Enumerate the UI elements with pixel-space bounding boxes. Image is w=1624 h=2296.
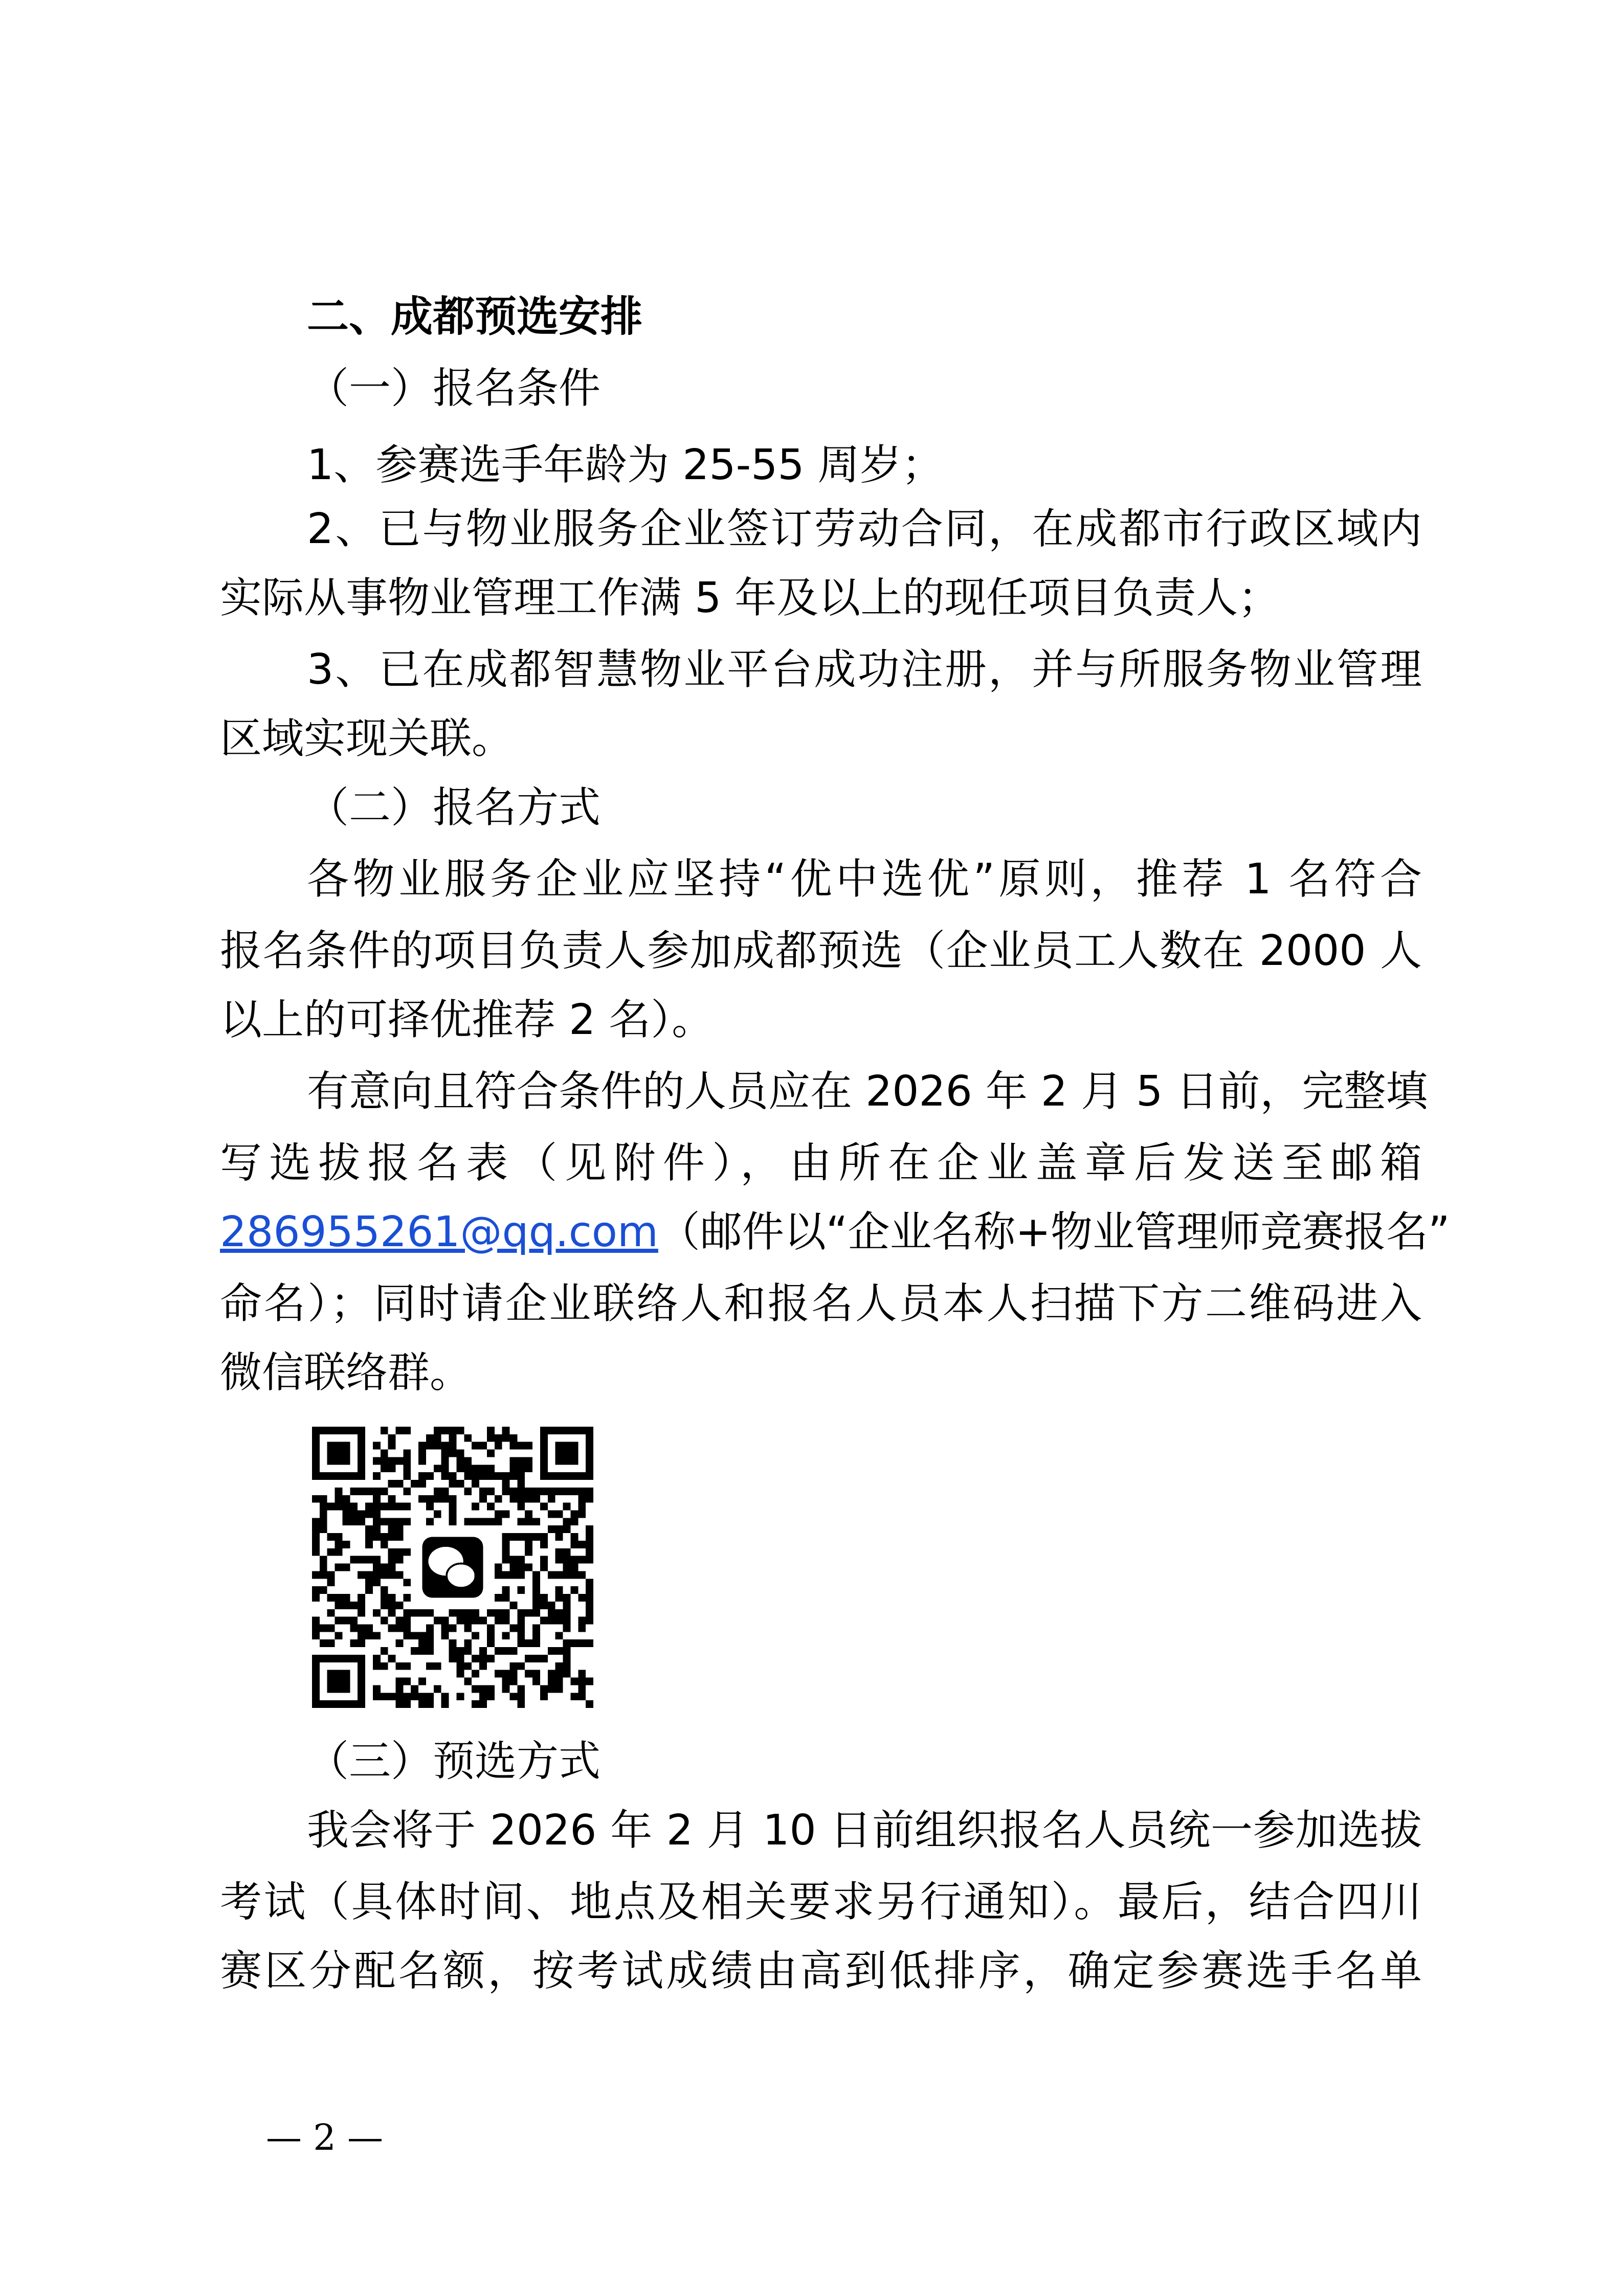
paragraph-line: 实际从事物业管理工作满 5 年及以上的现任项目负责人； <box>220 574 1280 622</box>
subsection-title-1: （一）报名条件 <box>307 364 601 413</box>
paragraph-line: 2、已与物业服务企业签订劳动合同，在成都市行政区域内 <box>307 505 1422 553</box>
paragraph-line: 以上的可择优推荐 2 名）。 <box>220 996 714 1044</box>
paragraph-text: （邮件以“企业名称+物业管理师竞赛报名” <box>658 1208 1450 1256</box>
subsection-title-2: （二）报名方式 <box>307 783 601 832</box>
section-title: 二、成都预选安排 <box>307 292 643 341</box>
paragraph-line <box>220 1202 1450 1263</box>
paragraph-line: 区域实现关联。 <box>220 714 514 763</box>
paragraph-line: 有意向且符合条件的人员应在 2026 年 2 月 5 日前，完整填 <box>307 1067 1428 1116</box>
paragraph-line: 1、参赛选手年龄为 25-55 周岁； <box>307 441 944 489</box>
paragraph-line: 赛区分配名额，按考试成绩由高到低排序，确定参赛选手名单 <box>220 1947 1422 1995</box>
paragraph-line: 各物业服务企业应坚持“优中选优”原则，推荐 1 名符合 <box>307 855 1422 904</box>
paragraph-line: 写选拔报名表（见附件），由所在企业盖章后发送至邮箱 <box>220 1139 1422 1187</box>
paragraph-line: 3、已在成都智慧物业平台成功注册，并与所服务物业管理 <box>307 645 1422 694</box>
paragraph-line: 考试（具体时间、地点及相关要求另行通知）。最后，结合四川 <box>220 1878 1422 1926</box>
email-link[interactable]: 286955261@qq.com <box>220 1208 658 1256</box>
paragraph-line: 我会将于 2026 年 2 月 10 日前组织报名人员统一参加选拔 <box>307 1806 1422 1855</box>
paragraph-line: 报名条件的项目负责人参加成都预选（企业员工人数在 2000 人 <box>220 927 1422 975</box>
paragraph-line: 微信联络群。 <box>220 1348 472 1397</box>
wechat-qr-code-icon[interactable] <box>312 1427 593 1708</box>
page-number: — 2 — <box>266 2117 384 2158</box>
subsection-title-3: （三）预选方式 <box>307 1737 601 1786</box>
paragraph-line: 命名）；同时请企业联络人和报名人员本人扫描下方二维码进入 <box>220 1279 1422 1328</box>
